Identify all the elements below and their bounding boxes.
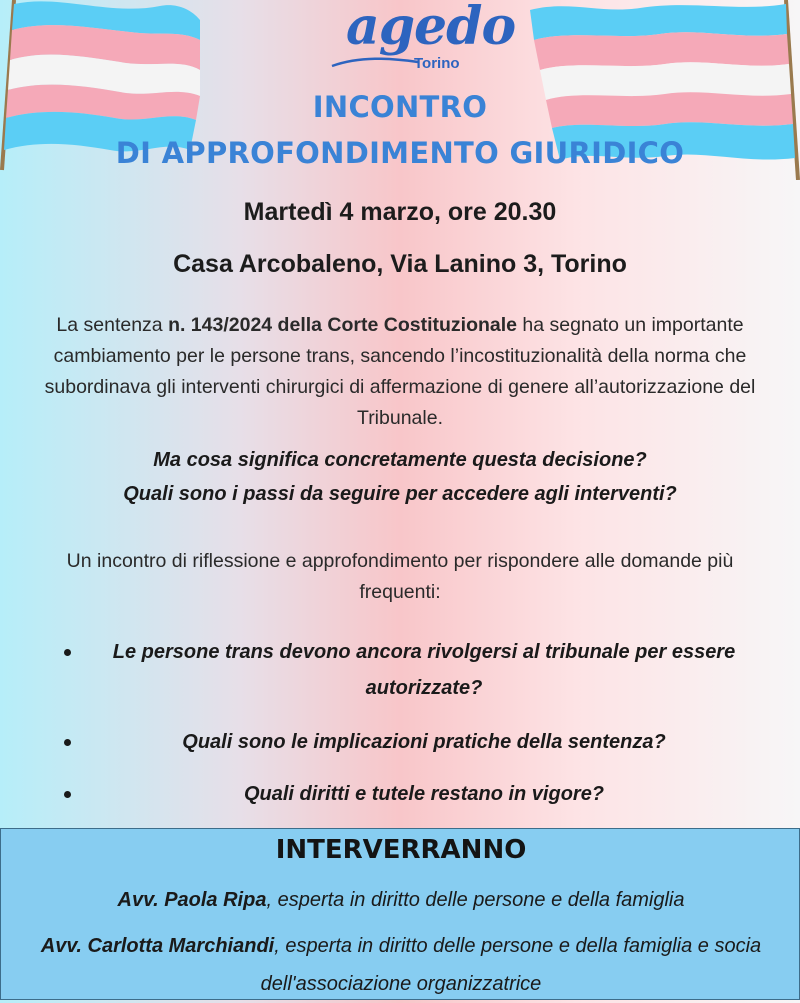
bullet-icon <box>64 739 71 746</box>
speakers-heading: INTERVERRANNO <box>275 835 527 865</box>
list-item <box>60 634 760 706</box>
speakers-box <box>0 828 800 1000</box>
faq-text-3: Quali diritti e tutele restano in vigore? <box>243 783 605 805</box>
event-place: Casa Arcobaleno, Via Lanino 3, Torino <box>173 250 627 278</box>
speaker-2-role: , esperta in diritto delle persone e della famiglia e socia dell'associazione organizzatrice <box>260 935 762 995</box>
intro-text-bold: n. 143/2024 della Corte Costituzionale <box>168 314 518 336</box>
faq-text-2: Quali sono le implicazioni pratiche della sentenza? <box>182 731 666 753</box>
list-item <box>60 724 760 760</box>
logo-city: Torino <box>414 55 460 72</box>
bullet-icon <box>64 791 71 798</box>
logo-swoosh-icon <box>330 52 420 72</box>
event-date: Martedì 4 marzo, ore 20.30 <box>243 198 557 226</box>
speaker-1-role: , esperta in diritto delle persone e della famiglia <box>266 889 685 911</box>
bullet-icon <box>64 649 71 656</box>
question-2: Quali sono i passi da seguire per accedere agli interventi? <box>123 483 677 505</box>
title-line-2: DI APPROFONDIMENTO GIURIDICO <box>115 136 685 170</box>
speaker-2-name: Avv. Carlotta Marchiandi <box>40 935 275 957</box>
faq-text-1: Le persone trans devono ancora rivolgersi al tribunale per essere autorizzate? <box>112 641 736 699</box>
speaker-2 <box>31 927 771 1003</box>
faq-list <box>60 634 760 812</box>
speaker-1-name: Avv. Paola Ripa <box>117 889 267 911</box>
speaker-1 <box>31 881 771 919</box>
intro-text-post: ha segnato un importante cambiamento per le persone trans, sancendo l’incostituzionalità della norma che subordinava gli interventi chirurgici di affermazione di genere all’autorizzazione del Tribunale. <box>44 314 756 429</box>
list-item <box>60 776 760 812</box>
intro-paragraph <box>40 310 760 434</box>
lead-paragraph: Un incontro di riflessione e approfondimento per rispondere alle domande più frequenti: <box>66 550 734 603</box>
key-questions <box>40 443 760 511</box>
intro-text-pre: La sentenza <box>56 314 169 336</box>
logo-wordmark: agedo <box>346 0 516 57</box>
question-1: Ma cosa significa concretamente questa decisione? <box>153 449 647 471</box>
title-line-1: INCONTRO <box>312 90 488 124</box>
agedo-logo <box>340 0 516 78</box>
